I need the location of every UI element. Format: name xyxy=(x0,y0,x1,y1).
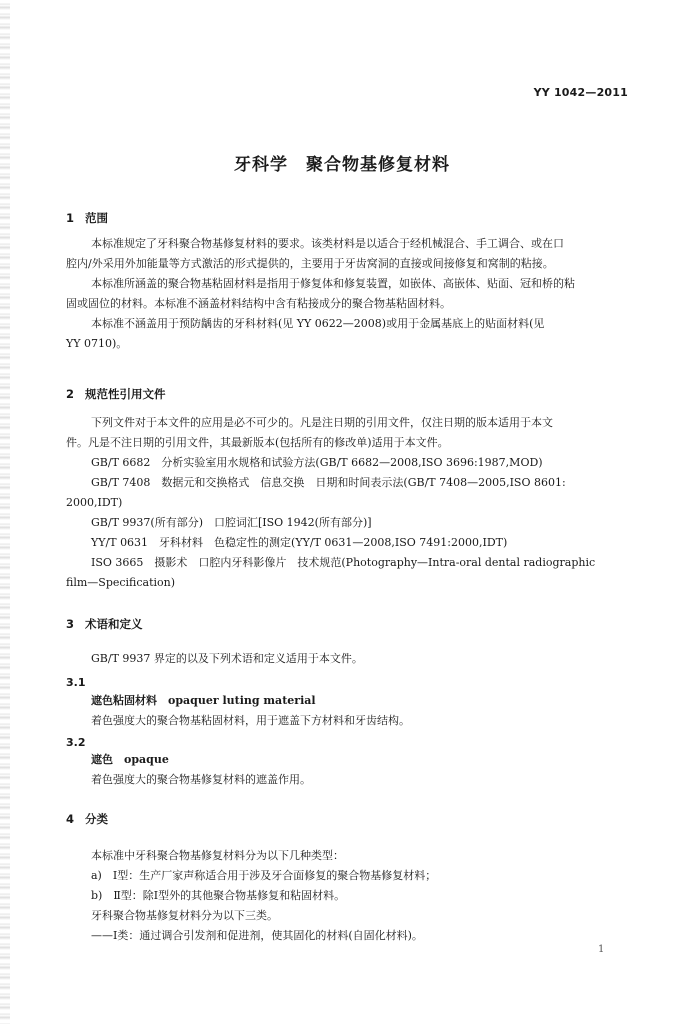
paragraph-line: 件。凡是不注日期的引用文件，其最新版本(包括所有的修改单)适用于本文件。 xyxy=(66,436,449,449)
term-definition: 着色强度大的聚合物基粘固材料，用于遮盖下方材料和牙齿结构。 xyxy=(91,714,410,727)
document-title xyxy=(0,150,684,175)
paragraph-line: 固或固位的材料。本标准不涵盖材料结构中含有粘接成分的聚合物基粘固材料。 xyxy=(66,297,451,310)
paragraph-line: 下列文件对于本文件的应用是必不可少的。凡是注日期的引用文件，仅注日期的版本适用于本文 xyxy=(91,416,553,429)
title-field: 牙科学 xyxy=(234,155,288,175)
section-number: 1 xyxy=(66,211,75,225)
paragraph-line: 本标准不涵盖用于预防龋齿的牙科材料(见 YY 0622—2008)或用于金属基底上的贴面材料(见 xyxy=(91,317,545,330)
page-number: 1 xyxy=(598,944,605,955)
section-number: 4 xyxy=(66,812,75,826)
section-number: 3 xyxy=(66,617,75,631)
list-item: b) Ⅱ型：除Ⅰ型外的其他聚合物基修复和粘固材料。 xyxy=(91,889,346,902)
reference-entry: GB/T 9937(所有部分) 口腔词汇[ISO 1942(所有部分)] xyxy=(91,516,372,529)
document-code: YY 1042—2011 xyxy=(533,86,628,99)
term-title: 遮色粘固材料 opaquer luting material xyxy=(91,694,316,707)
reference-entry-cont: 2000,IDT) xyxy=(66,496,123,509)
term-title: 遮色 opaque xyxy=(91,753,169,766)
paragraph-line: GB/T 9937 界定的以及下列术语和定义适用于本文件。 xyxy=(91,652,363,665)
list-item: ——Ⅰ类：通过调合引发剂和促进剂，使其固化的材料(自固化材料)。 xyxy=(91,929,423,942)
reference-entry: GB/T 7408 数据元和交换格式 信息交换 日期和时间表示法(GB/T 7408—2005,ISO 8601: xyxy=(91,476,566,489)
section-title: 范围 xyxy=(85,211,108,225)
paragraph-line: YY 0710)。 xyxy=(66,337,128,350)
section-2-heading xyxy=(66,386,166,402)
title-subject: 聚合物基修复材料 xyxy=(306,155,450,175)
list-item: a) Ⅰ型：生产厂家声称适合用于涉及牙合面修复的聚合物基修复材料； xyxy=(91,869,437,882)
section-3-heading xyxy=(66,616,143,632)
section-title: 分类 xyxy=(85,812,108,826)
term-number: 3.2 xyxy=(66,736,86,749)
reference-entry-cont: film—Specification) xyxy=(66,576,176,589)
section-1-heading xyxy=(66,210,108,226)
paragraph-line: 腔内/外采用外加能量等方式激活的形式提供的，主要用于牙齿窝洞的直接或间接修复和窝制的粘接。 xyxy=(66,257,554,270)
section-title: 规范性引用文件 xyxy=(85,387,166,401)
section-number: 2 xyxy=(66,387,75,401)
paragraph-line: 本标准规定了牙科聚合物基修复材料的要求。该类材料是以适合于经机械混合、手工调合、或在口 xyxy=(91,237,564,250)
paragraph-line: 本标准所涵盖的聚合物基粘固材料是指用于修复体和修复装置，如嵌体、高嵌体、贴面、冠和桥的粘 xyxy=(91,277,575,290)
paragraph-line: 本标准中牙科聚合物基修复材料分为以下几种类型： xyxy=(91,849,344,862)
term-definition: 着色强度大的聚合物基修复材料的遮盖作用。 xyxy=(91,773,311,786)
paragraph-line: 牙科聚合物基修复材料分为以下三类。 xyxy=(91,909,278,922)
reference-entry: YY/T 0631 牙科材料 色稳定性的测定(YY/T 0631—2008,ISO 7491:2000,IDT) xyxy=(91,536,508,549)
term-number: 3.1 xyxy=(66,676,86,689)
reference-entry: ISO 3665 摄影术 口腔内牙科影像片 技术规范(Photography—Intra-oral dental radiographic xyxy=(91,556,596,569)
section-4-heading xyxy=(66,811,108,827)
section-title: 术语和定义 xyxy=(85,617,143,631)
reference-entry: GB/T 6682 分析实验室用水规格和试验方法(GB/T 6682—2008,ISO 3696:1987,MOD) xyxy=(91,456,543,469)
